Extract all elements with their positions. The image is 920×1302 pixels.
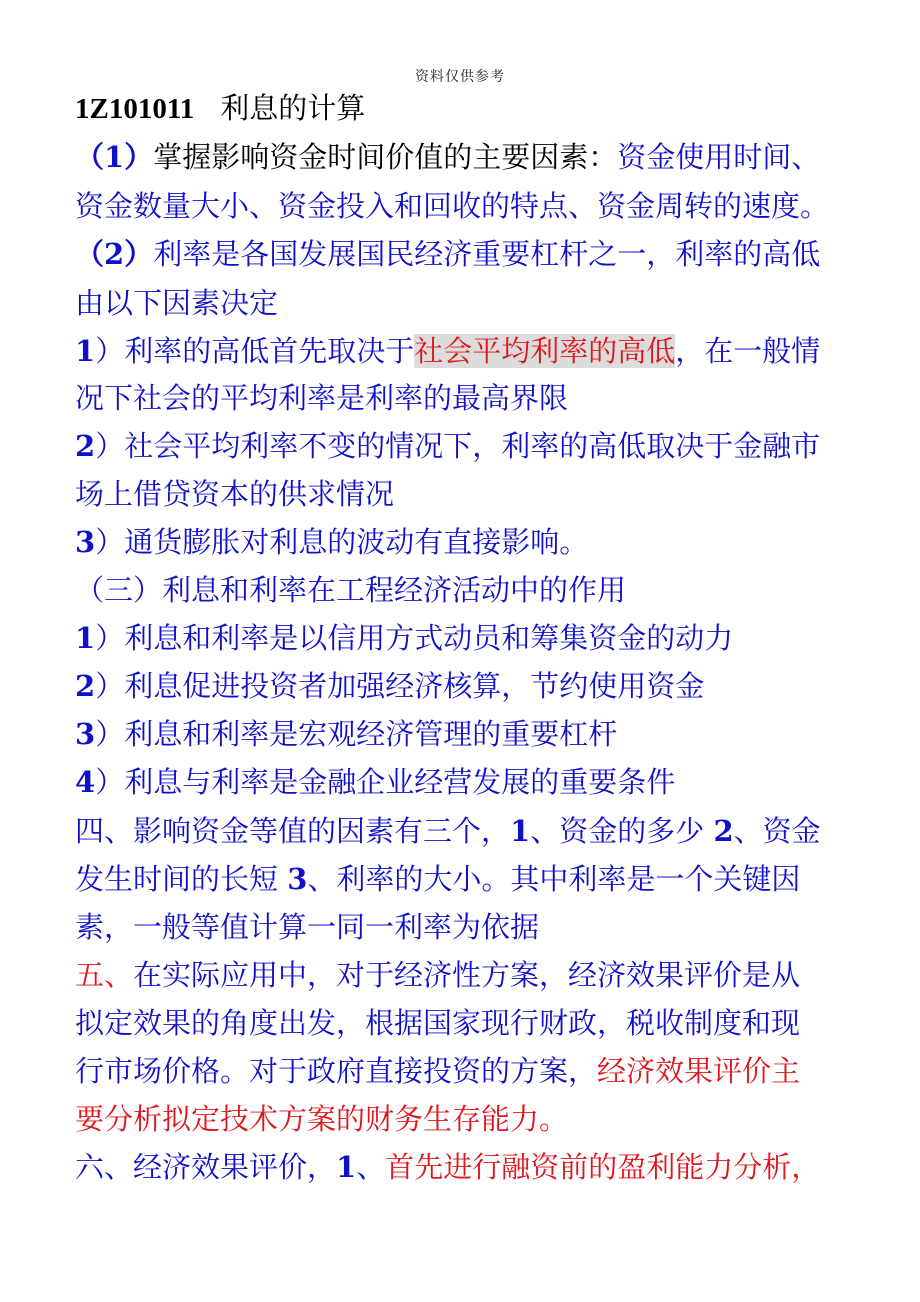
- role-1: [75, 616, 865, 660]
- section-6-line-1: [75, 1145, 865, 1189]
- page-header: 资料仅供参考: [415, 69, 505, 85]
- body-text: 利率是各国发展国民经济重要杠杆之一，利率的高低: [153, 237, 821, 271]
- body-text: ）社会平均利率不变的情况下，利率的高低取决于金融市: [95, 429, 821, 463]
- lead-text: 掌握影响资金时间价值的主要因素：: [153, 140, 618, 174]
- body-text: 四、影响资金等值的因素有三个，: [75, 814, 511, 848]
- section-label: 五、: [75, 958, 134, 992]
- body-text: 、: [356, 1150, 386, 1184]
- item-number: （2）: [75, 237, 154, 271]
- body-text: ）利息与利率是金融企业经营发展的重要条件: [95, 765, 676, 799]
- paragraph-2-line-2: 由以下因素决定: [75, 286, 279, 320]
- item-number: 3: [287, 862, 308, 896]
- point-2-line-1: [75, 424, 865, 468]
- body-text: 、资金的多少: [530, 814, 705, 848]
- body-text: 在实际应用中，对于经济性方案，经济效果评价是从: [133, 958, 801, 992]
- body-text: 行市场价格。对于政府直接投资的方案，: [75, 1054, 598, 1088]
- paragraph-1-line-2: 资金数量大小、资金投入和回收的特点、资金周转的速度。: [75, 189, 830, 223]
- paragraph-1-line-1: [75, 135, 865, 179]
- body-text: ）利息和利率是以信用方式动员和筹集资金的动力: [95, 621, 734, 655]
- highlighted-text: 社会平均利率的高低: [414, 334, 676, 368]
- body-text: 六、经济效果评价，: [75, 1150, 337, 1184]
- emphasis-text: 经济效果评价主: [597, 1054, 801, 1088]
- point-2-line-2: 场上借贷资本的供求情况: [75, 477, 395, 511]
- role-2: [75, 664, 865, 708]
- section-code: 1Z101011: [75, 93, 195, 125]
- section-5-line-4: 要分析拟定技术方案的财务生存能力。: [75, 1102, 569, 1136]
- point-1-line-2: 况下社会的平均利率是利率的最高界限: [75, 381, 569, 415]
- section-name: 利息的计算: [220, 91, 366, 125]
- body-text: ）利息促进投资者加强经济核算，节约使用资金: [95, 669, 705, 703]
- item-number: （1）: [75, 140, 154, 174]
- item-number: 4: [75, 765, 96, 799]
- item-number: 2: [75, 429, 96, 463]
- section-5-line-3: [75, 1049, 865, 1093]
- item-number: 3: [75, 717, 96, 751]
- item-number: 1: [510, 814, 531, 848]
- item-number: 1: [75, 334, 96, 368]
- point-1-line-1: [75, 329, 865, 373]
- role-3: [75, 712, 865, 756]
- section-4-line-3: 素，一般等值计算一同一利率为依据: [75, 910, 540, 944]
- section-5-line-1: [75, 953, 865, 997]
- section-title: [75, 88, 365, 129]
- point-3: [75, 520, 865, 564]
- section-4-line-2: [75, 857, 865, 901]
- item-number: 2: [75, 669, 96, 703]
- role-4: [75, 760, 865, 804]
- body-text: 资金使用时间、: [617, 140, 821, 174]
- emphasis-text: 首先进行融资前的盈利能力分析，: [385, 1150, 821, 1184]
- item-number: 1: [336, 1150, 357, 1184]
- section-5-line-2: 拟定效果的角度出发，根据国家现行财政，税收制度和现: [75, 1006, 801, 1040]
- body-text: 、资金: [733, 814, 821, 848]
- paragraph-2-line-1: [75, 232, 865, 276]
- body-text: 发生时间的长短: [75, 862, 279, 896]
- body-text: 、利率的大小。其中利率是一个关键因: [307, 862, 801, 896]
- item-number: 2: [713, 814, 734, 848]
- body-text: ）利息和利率是宏观经济管理的重要杠杆: [95, 717, 618, 751]
- body-text: ）利率的高低首先取决于: [95, 334, 415, 368]
- body-text: ）通货膨胀对利息的波动有直接影响。: [95, 525, 589, 559]
- item-number: 3: [75, 525, 96, 559]
- section-4-line-1: [75, 809, 865, 853]
- subsection-3-title: （三）利息和利率在工程经济活动中的作用: [75, 573, 627, 607]
- item-number: 1: [75, 621, 96, 655]
- body-text: ，在一般情: [675, 334, 821, 368]
